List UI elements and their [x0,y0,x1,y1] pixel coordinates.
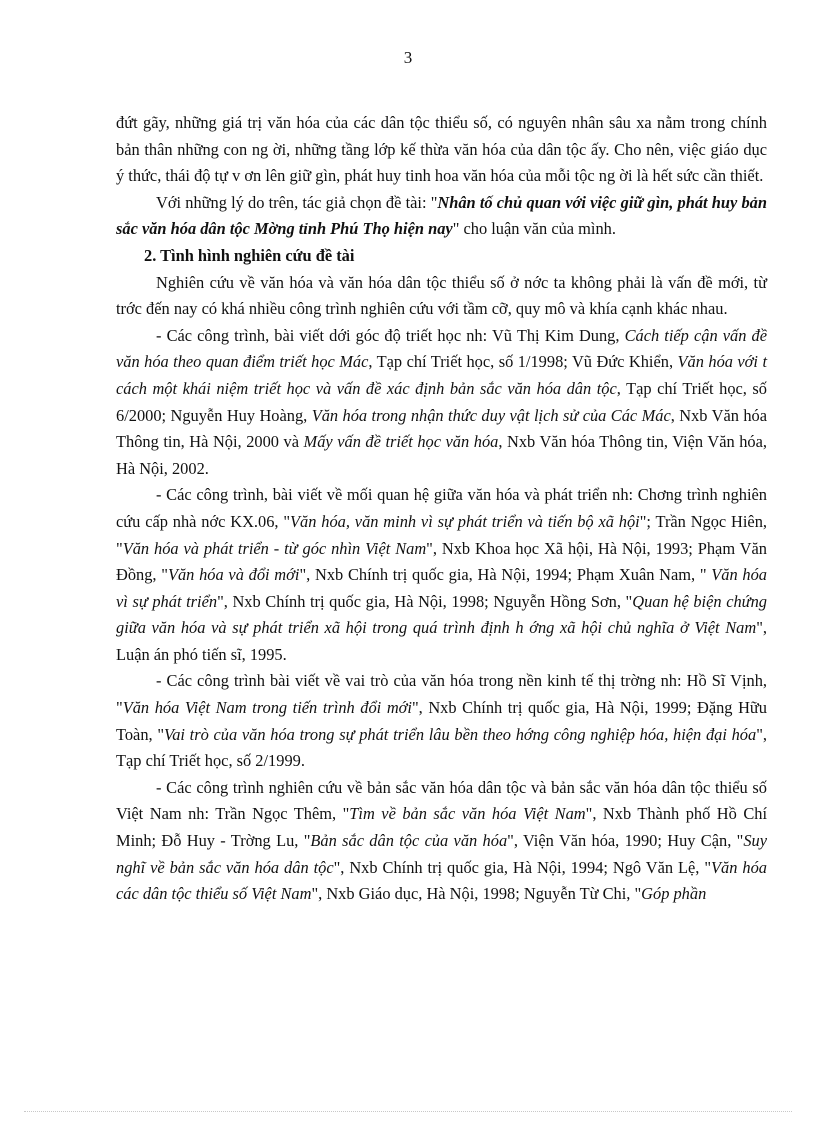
text-run: ", Nxb Khoa học Xã hội, Hà Nội, 1993; Phạm Văn Đồng, " [116,538,767,585]
text-run: ", Nxb Chính trị quốc gia, Hà Nội, 1994; Ngô Văn Lệ, " [333,857,712,877]
work-title: Văn hóa trong nhận thức duy vật lịch sử của Các Mác [311,405,671,425]
text-run: ", Nxb Chính trị quốc gia, Hà Nội, 1994; Phạm Xuân Nam, " [299,565,712,585]
paragraph-philosophy-works [116,323,767,483]
text-run: - Các công trình, bài viết về mối quan hệ giữa văn hóa và phát triển nh: Chơng trình nghiên cứu cấp nhà nớc KX.06, " [116,485,767,531]
text-run: ", Tạp chí Triết học, số 2/1999. [116,724,767,771]
text-run: , Tạp chí Triết học, số 6/2000; Nguyễn Huy Hoàng, [116,378,767,425]
work-title: Mấy vấn đề triết học văn hóa [303,432,499,452]
work-title: Văn hóa và phát triển - từ góc nhìn Việt Nam [122,538,427,558]
paragraph-cultural-identity [116,775,767,908]
work-title: Cách tiếp cận vấn đề văn hóa theo quan điểm triết học Mác [116,325,767,372]
section-heading: 2. Tình hình nghiên cứu đề tài [144,245,355,265]
work-title: Bản sắc dân tộc của văn hóa [310,831,508,851]
paragraph-topic-choice [116,190,767,243]
text-run: , Nxb Văn hóa Thông tin, Hà Nội, 2000 và [116,405,768,452]
work-title: Quan hệ biện chứng giữa văn hóa và sự phát triển xã hội trong quá trình định h ớng xã hội chủ nghĩa ở Việt Nam [116,591,767,638]
text-run: ", Nxb Giáo dục, Hà Nội, 1998; Nguyễn Từ Chi, " [311,884,642,904]
page-number: 3 [403,48,413,67]
text-run: ", Nxb Chính trị quốc gia, Hà Nội, 1998; Nguyễn Hồng Sơn, " [217,591,633,611]
text-run: Với những lý do trên, tác giả chọn đề tài: " [156,192,438,212]
text-run: ", Luận án phó tiến sĩ, 1995. [116,618,767,664]
text-run: - Các công trình nghiên cứu về bản sắc văn hóa dân tộc và bản sắc văn hóa dân tộc thiểu số Việt Nam nh: Trần Ngọc Thêm, " [116,777,767,824]
work-title: Văn hóa, văn minh vì sự phát triển và tiến bộ xã hội [290,511,640,531]
work-title: Văn hóa Việt Nam trong tiến trình đổi mới [122,698,412,718]
document-body [116,110,767,908]
work-title: Văn hóa các dân tộc thiểu số Việt Nam [116,857,767,904]
thesis-title: Nhân tố chủ quan với việc giữ gìn, phát huy bản sắc văn hóa dân tộc Mờng tỉnh Phú Thọ hiện nay [116,192,767,239]
text-run: - Các công trình, bài viết dới góc độ triết học nh: Vũ Thị Kim Dung, [156,325,625,345]
text-run: " cho luận văn của mình. [452,219,616,239]
work-title: Văn hóa vì sự phát triển [116,565,768,611]
work-title: Văn hóa và đổi mới [167,565,300,585]
text-run: - Các công trình bài viết về vai trò của văn hóa trong nền kinh tế thị trờng nh: Hồ Sĩ Vịnh, " [116,671,767,718]
work-title: Suy nghĩ về bản sắc văn hóa dân tộc [116,831,767,877]
work-title: Văn hóa với t cách một khái niệm triết học và vấn đề xác định bản sắc văn hóa dân tộc [116,352,767,398]
text-run: "; Trần Ngọc Hiên, " [116,511,767,558]
text-run: ", Viện Văn hóa, 1990; Huy Cận, " [507,831,744,851]
paragraph-continuation: đứt gãy, những giá trị văn hóa của các dân tộc thiểu số, có nguyên nhân sâu xa nằm trong chính bản thân những con ng ời, những tầng lớp kế thừa văn hóa của dân tộc ấy. Cho nên, việc giáo dục ý thức, thái độ tự v ơn lên giữ gìn, phát huy tinh hoa văn hóa của mỗi tộc ng ời là hết sức cần thiết. [116,113,767,186]
text-run: ", Nxb Chính trị quốc gia, Hà Nội, 1999; Đặng Hữu Toàn, " [116,698,768,744]
text-run: ", Nxb Thành phố Hồ Chí Minh; Đỗ Huy - Trờng Lu, " [116,804,767,851]
paragraph-research-intro: Nghiên cứu về văn hóa và văn hóa dân tộc thiểu số ở nớc ta không phải là vấn đề mới, từ trớc đến nay có khá nhiều công trình nghiên cứu với tầm cỡ, quy mô và khía cạnh khác nhau. [116,272,767,319]
work-title: Góp phần [641,884,707,904]
page-bottom-divider [24,1111,792,1112]
paragraph-culture-development [116,482,767,668]
work-title: Vai trò của văn hóa trong sự phát triển lâu bền theo hớng công nghiệp hóa, hiện đại hóa [164,724,757,744]
work-title: Tìm về bản sắc văn hóa Việt Nam [349,804,586,824]
paragraph-market-economy [116,668,767,774]
text-run: , Tạp chí Triết học, số 1/1998; Vũ Đức Khiển, [368,352,678,372]
text-run: , Nxb Văn hóa Thông tin, Viện Văn hóa, Hà Nội, 2002. [116,432,767,478]
